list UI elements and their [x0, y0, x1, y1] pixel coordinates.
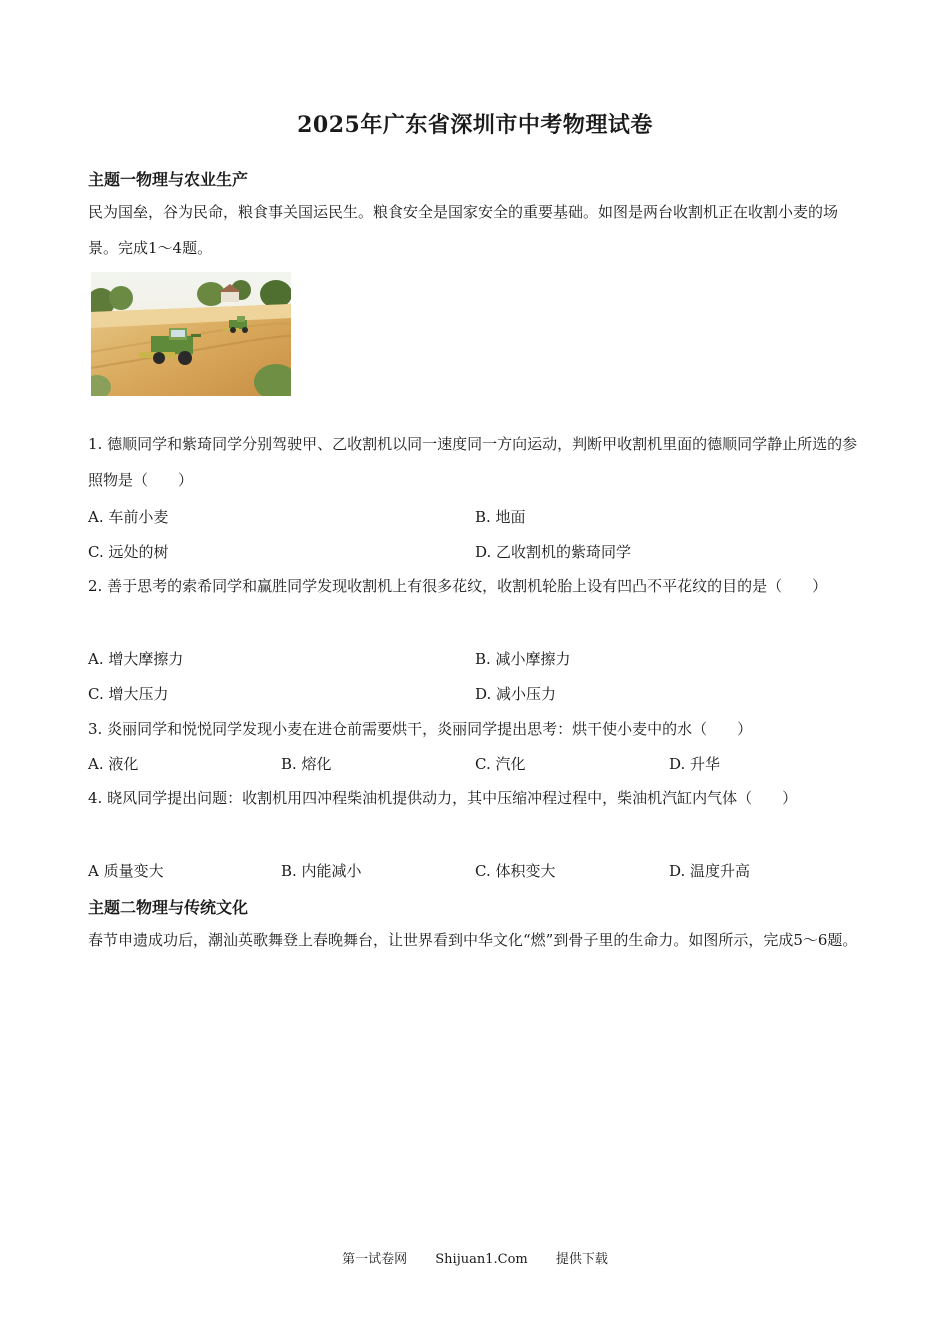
question-4-stem: 4. 晓风同学提出问题：收割机用四冲程柴油机提供动力，其中压缩冲程过程中，柴油机汽缸内气体（ ）	[88, 789, 798, 807]
question-4-option-a: A 质量变大	[88, 862, 164, 880]
question-1-option-b: B. 地面	[475, 508, 526, 526]
question-3-option-c: C. 汽化	[475, 755, 526, 773]
question-4-option-b: B. 内能减小	[281, 862, 362, 880]
question-2-option-d: D. 减小压力	[475, 685, 557, 703]
question-3-stem: 3. 炎丽同学和悦悦同学发现小麦在进仓前需要烘干，炎丽同学提出思考：烘干使小麦中的水（ ）	[88, 720, 753, 738]
question-2-option-a: A. 增大摩擦力	[88, 650, 184, 668]
topic1-heading: 主题一物理与农业生产	[88, 170, 249, 189]
question-1-stem: 1. 德顺同学和紫琦同学分别驾驶甲、乙收割机以同一速度同一方向运动，判断甲收割机里面的德顺同学静止所选的参照物是（ ）	[88, 435, 858, 489]
question-3-option-d: D. 升华	[669, 755, 721, 773]
question-2-option-c: C. 增大压力	[88, 685, 169, 703]
topic2-heading: 主题二物理与传统文化	[88, 898, 249, 917]
harvester-photo	[91, 272, 291, 396]
footer-site-name: 第一试卷网	[342, 1252, 408, 1267]
footer-note: 提供下载	[555, 1252, 608, 1267]
question-3-option-a: A. 液化	[88, 755, 139, 773]
topic2-intro: 春节申遗成功后，潮汕英歌舞登上春晚舞台，让世界看到中华文化“燃”到骨子里的生命力。如图所示，完成5～6题。	[88, 931, 858, 949]
question-3-option-b: B. 熔化	[281, 755, 332, 773]
page-title: 2025年广东省深圳市中考物理试卷	[297, 112, 653, 138]
question-4-option-c: C. 体积变大	[475, 862, 556, 880]
page-footer	[0, 1248, 950, 1267]
question-2-option-b: B. 减小摩擦力	[475, 650, 571, 668]
question-2-stem: 2. 善于思考的索希同学和赢胜同学发现收割机上有很多花纹，收割机轮胎上设有凹凸不平花纹的目的是（ ）	[88, 577, 828, 595]
question-1-option-c: C. 远处的树	[88, 543, 169, 561]
question-4-option-d: D. 温度升高	[669, 862, 751, 880]
footer-domain: Shijuan1.Com	[435, 1252, 528, 1267]
question-1-option-d: D. 乙收割机的紫琦同学	[475, 543, 632, 561]
topic1-intro: 民为国垒，谷为民命，粮食事关国运民生。粮食安全是国家安全的重要基础。如图是两台收割机正在收割小麦的场景。完成1～4题。	[88, 203, 839, 257]
question-1-option-a: A. 车前小麦	[88, 508, 169, 526]
